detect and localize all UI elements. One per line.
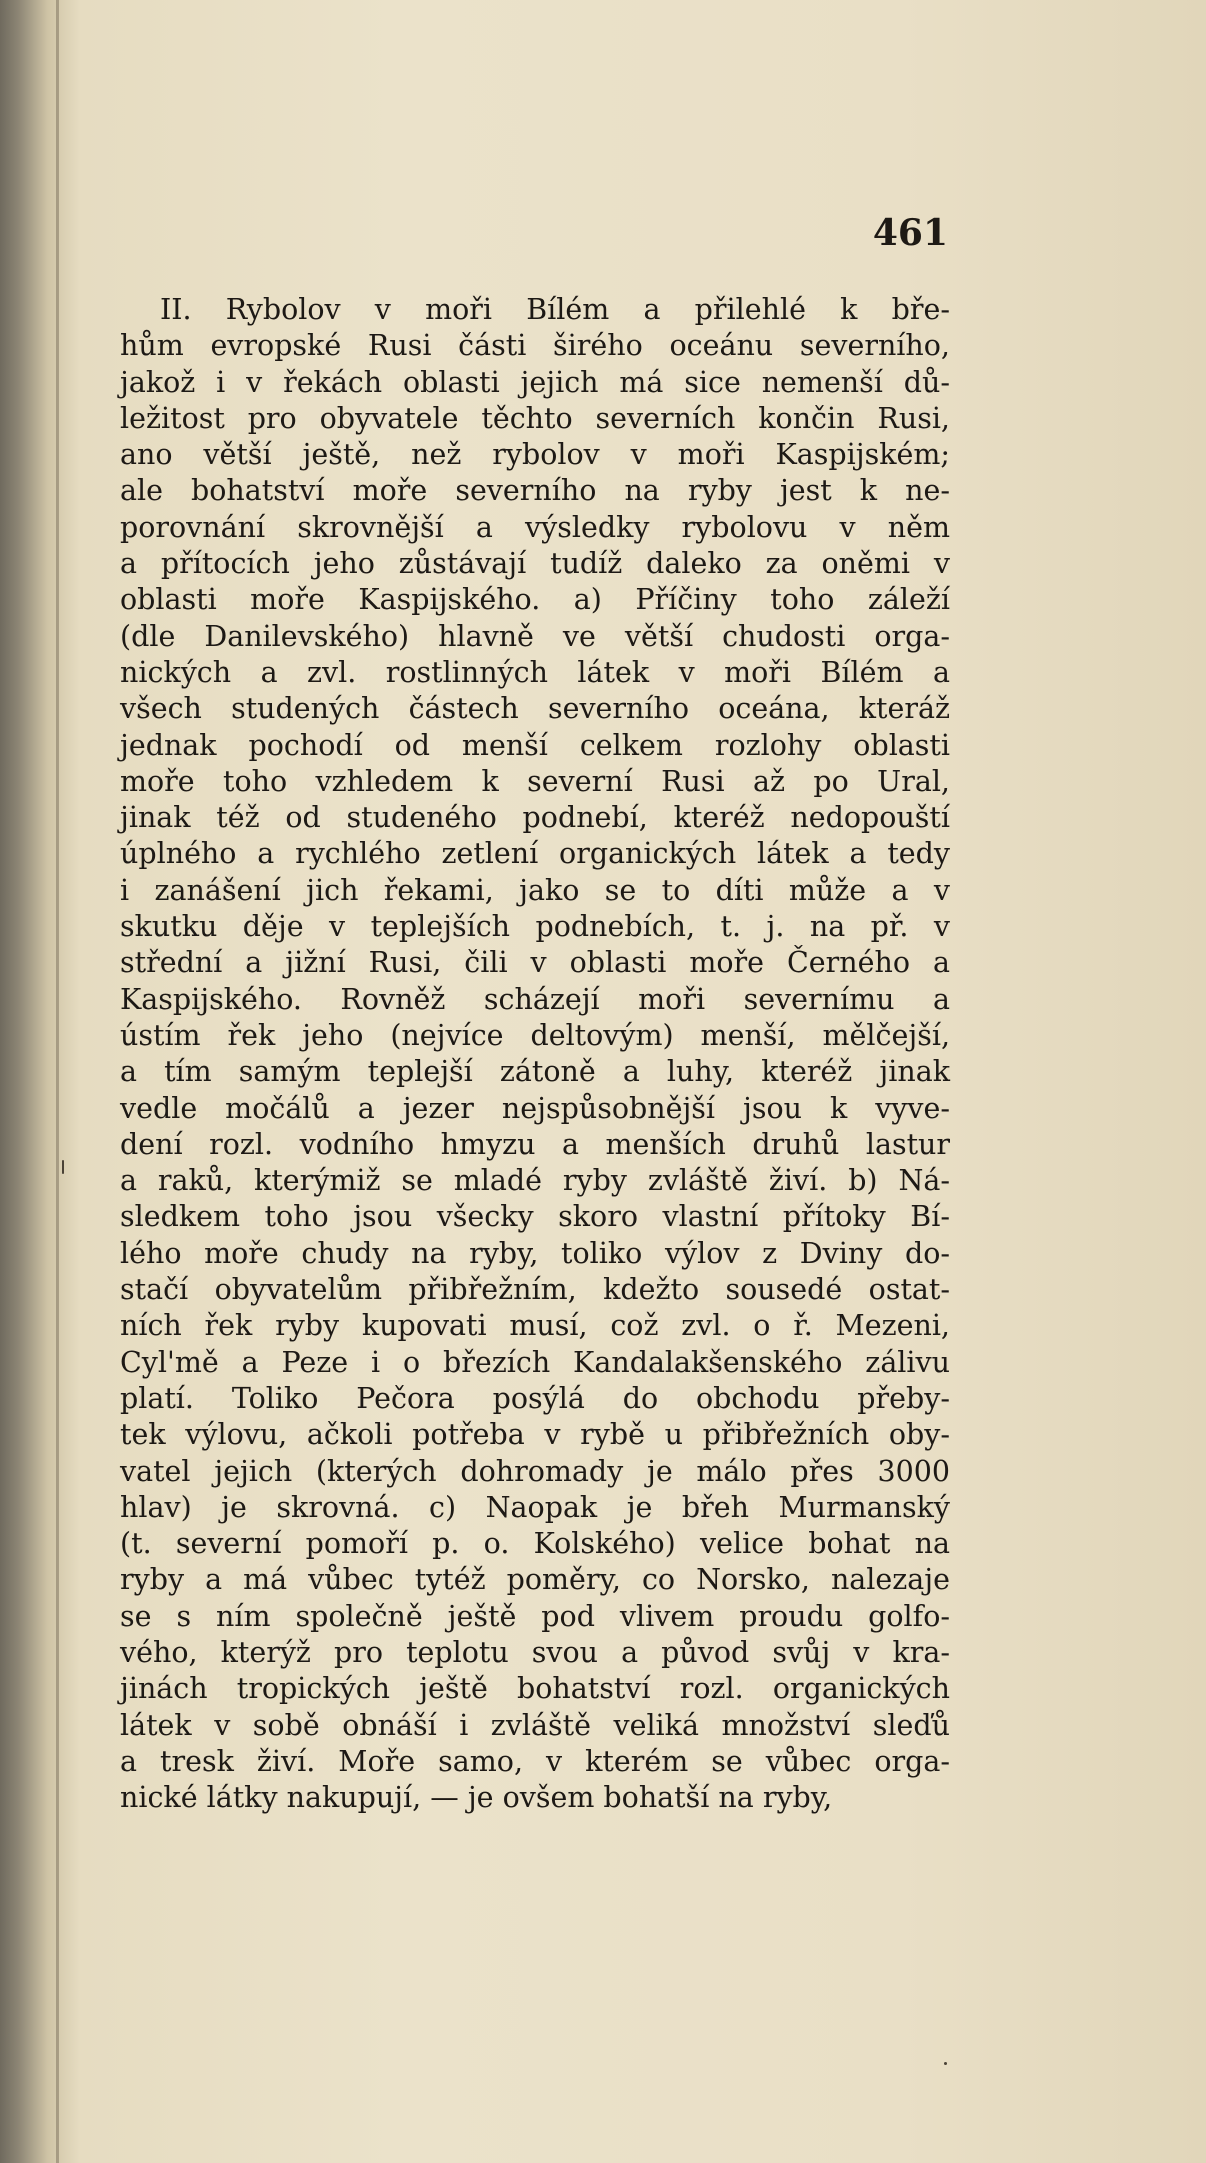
binding-gutter xyxy=(56,0,59,2163)
text-line: a tím samým teplejší zátoně a luhy, kteréž jinak xyxy=(120,1055,950,1089)
text-line: II. Rybolov v moři Bílém a přilehlé k bře- xyxy=(160,293,950,326)
text-line: a raků, kterýmiž se mladé ryby zvláště živí. b) Ná- xyxy=(120,1164,950,1198)
text-line: jinak též od studeného podnebí, kteréž nedopouští xyxy=(120,801,950,835)
text-line: se s ním společně ještě pod vlivem proudu golfo- xyxy=(120,1599,950,1633)
text-line: oblasti moře Kaspijského. a) Příčiny toho záleží xyxy=(120,583,950,617)
text-line: Kaspijského. Rovněž scházejí moři severnímu a xyxy=(120,982,950,1016)
text-line: úplného a rychlého zetlení organických látek a tedy xyxy=(120,837,950,871)
text-line: jakož i v řekách oblasti jejich má sice nemenší dů- xyxy=(120,365,950,399)
text-line: nické látky nakupují, — je ovšem bohatší na ryby, xyxy=(120,1781,833,1815)
text-line: platí. Toliko Pečora posýlá do obchodu přeby- xyxy=(120,1381,950,1415)
text-line: ležitost pro obyvatele těchto severních končin Rusi, xyxy=(120,401,950,435)
text-line: i zanášení jich řekami, jako se to díti může a v xyxy=(120,873,950,907)
text-line: a tresk živí. Moře samo, v kterém se vůbec orga- xyxy=(120,1744,950,1778)
page-number: 461 xyxy=(872,212,948,254)
text-line: moře toho vzhledem k severní Rusi až po Ural, xyxy=(120,764,950,798)
text-line: střední a jižní Rusi, čili v oblasti moře Černého a xyxy=(120,946,950,980)
text-line: stačí obyvatelům přibřežním, kdežto sousedé ostat- xyxy=(120,1273,950,1307)
paper-speck xyxy=(944,2062,947,2065)
text-line: látek v sobě obnáší i zvláště veliká množství sleďů xyxy=(120,1708,950,1742)
text-line: vého, kterýž pro teplotu svou a původ svůj v kra- xyxy=(120,1635,950,1669)
text-line: vatel jejich (kterých dohromady je málo přes 3000 xyxy=(120,1454,950,1488)
text-line: a přítocích jeho zůstávají tudíž daleko za oněmi v xyxy=(120,547,950,581)
paper-speck xyxy=(62,1160,64,1174)
text-line: hlav) je skrovná. c) Naopak je břeh Murmanský xyxy=(120,1490,950,1524)
text-line: všech studených částech severního oceána, kteráž xyxy=(120,692,950,726)
text-line: nických a zvl. rostlinných látek v moři Bílém a xyxy=(120,655,950,689)
text-line: jednak pochodí od menší celkem rozlohy oblasti xyxy=(120,728,950,762)
text-line: vedle močálů a jezer nejspůsobnější jsou k vyve- xyxy=(120,1091,950,1125)
text-line: (t. severní pomoří p. o. Kolského) velice bohat na xyxy=(120,1527,950,1561)
text-line: Cyl'mě a Peze i o březích Kandalakšenského zálivu xyxy=(120,1345,950,1379)
body-text xyxy=(120,292,950,1816)
text-line: hům evropské Rusi části širého oceánu severního, xyxy=(120,329,950,363)
text-line: dení rozl. vodního hmyzu a menších druhů lastur xyxy=(120,1127,950,1161)
text-line: jinách tropických ještě bohatství rozl. organických xyxy=(120,1672,950,1706)
text-line: ryby a má vůbec tytéž poměry, co Norsko, nalezaje xyxy=(120,1563,950,1597)
text-line: (dle Danilevského) hlavně ve větší chudosti orga- xyxy=(120,619,950,653)
text-line: ních řek ryby kupovati musí, což zvl. o ř. Mezeni, xyxy=(120,1309,950,1343)
text-line: skutku děje v teplejších podnebích, t. j. na př. v xyxy=(120,910,950,944)
text-line: ano větší ještě, než rybolov v moři Kaspijském; xyxy=(120,438,950,472)
text-line: porovnání skrovnější a výsledky rybolovu v něm xyxy=(120,510,950,544)
text-line: ústím řek jeho (nejvíce deltovým) menší, mělčejší, xyxy=(120,1018,950,1052)
text-line: tek výlovu, ačkoli potřeba v rybě u přibřežních oby- xyxy=(120,1418,950,1452)
text-line: ale bohatství moře severního na ryby jest k ne- xyxy=(120,474,950,508)
text-line: lého moře chudy na ryby, toliko výlov z Dviny do- xyxy=(120,1236,950,1270)
text-line: sledkem toho jsou všecky skoro vlastní přítoky Bí- xyxy=(120,1200,950,1234)
